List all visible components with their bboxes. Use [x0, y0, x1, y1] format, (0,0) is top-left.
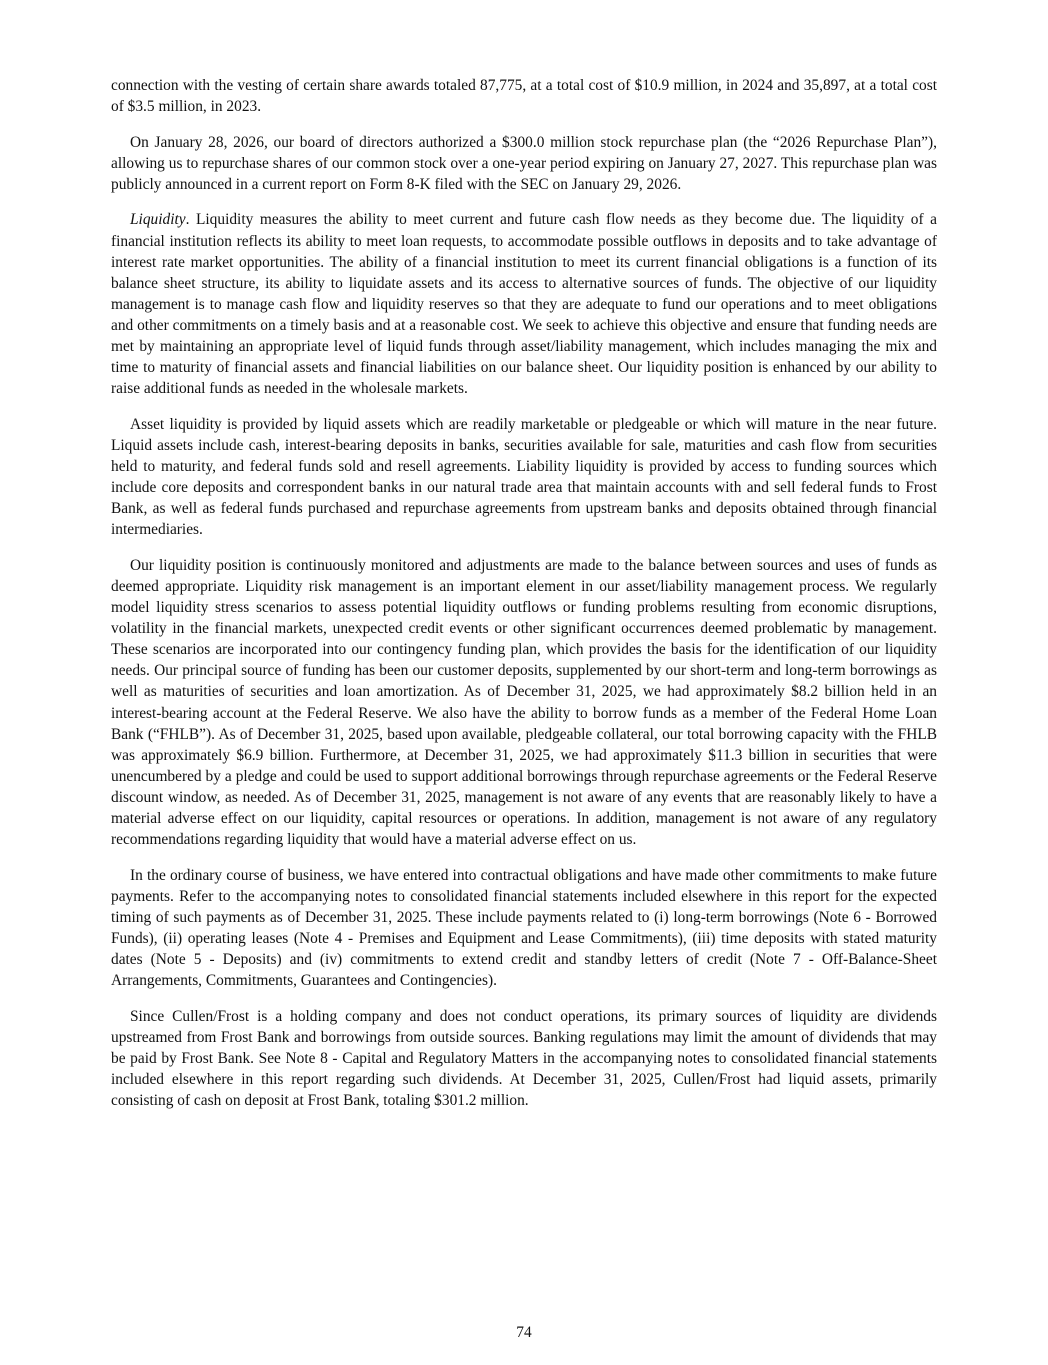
- paragraph-text: In the ordinary course of business, we have entered into contractual obligations and have made other commitments to make future payments. Refer to the accompanying notes to consolidated financial statements included elsewhere in this report for the expected timing of such payments as of December 31, 2025. These include payments related to (i) long-term borrowings (Note 6 - Borrowed Funds), (ii) operating leases (Note 4 - Premises and Equipment and Lease Commitments), (iii) time deposits with stated maturity dates (Note 5 - Deposits) and (iv) commitments to extend credit and standby letters of credit (Note 7 - Off-Balance-Sheet Arrangements, Commitments, Guarantees and Contingencies).: [111, 866, 937, 990]
- paragraph-liquidity: [111, 209, 937, 399]
- paragraph-asset-liquidity: [111, 414, 937, 541]
- paragraph-text: Our liquidity position is continuously monitored and adjustments are made to the balance between sources and uses of funds as deemed appropriate. Liquidity risk management is an important element in our asset/liability management process. We regularly model liquidity stress scenarios to assess potential liquidity outflows or funding problems resulting from economic disruptions, volatility in the financial markets, unexpected credit events or other significant occurrences deemed problematic by management. These scenarios are incorporated into our contingency funding plan, which provides the basis for the identification of our liquidity needs. Our principal source of funding has been our customer deposits, supplemented by our short-term and long-term borrowings as well as maturities of securities and loan amortization. As of December 31, 2025, we had approximately $8.2 billion held in an interest-bearing account at the Federal Reserve. We also have the ability to borrow funds as a member of the Federal Home Loan Bank (“FHLB”). As of December 31, 2025, based upon available, pledgeable collateral, our total borrowing capacity with the FHLB was approximately $6.9 billion. Furthermore, at December 31, 2025, we had approximately $11.3 billion in securities that were unencumbered by a pledge and could be used to support additional borrowings through repurchase agreements or the Federal Reserve discount window, as needed. As of December 31, 2025, management is not aware of any events that are reasonably likely to have a material adverse effect on our liquidity, capital resources or operations. In addition, management is not aware of any regulatory recommendations regarding liquidity that would have a material adverse effect on us.: [111, 556, 937, 849]
- paragraph-repurchase-plan: [111, 132, 937, 195]
- paragraph-text: Asset liquidity is provided by liquid assets which are readily marketable or pledgeable or which will mature in the near future. Liquid assets include cash, interest-bearing deposits in banks, securities available for sale, maturities and cash flow from securities held to maturity, and federal funds sold and resell agreements. Liability liquidity is provided by access to funding sources which include core deposits and correspondent banks in our natural trade area that maintain accounts with and sell federal funds to Frost Bank, as well as federal funds purchased and repurchase agreements from upstream banks and deposits obtained through financial intermediaries.: [111, 415, 937, 539]
- paragraph-share-awards: [111, 75, 937, 117]
- paragraph-text: Since Cullen/Frost is a holding company and does not conduct operations, its primary sources of liquidity are dividends upstreamed from Frost Bank and borrowings from outside sources. Banking regulations may limit the amount of dividends that may be paid by Frost Bank. See Note 8 - Capital and Regulatory Matters in the accompanying notes to consolidated financial statements included elsewhere in this report regarding such dividends. At December 31, 2025, Cullen/Frost had liquid assets, primarily consisting of cash on deposit at Frost Bank, totaling $301.2 million.: [111, 1007, 937, 1110]
- paragraph-contractual-obligations: [111, 865, 937, 992]
- document-body: [111, 75, 937, 1126]
- paragraph-holding-company: [111, 1006, 937, 1111]
- paragraph-lead-term: Liquidity: [130, 211, 186, 229]
- paragraph-text: On January 28, 2026, our board of directors authorized a $300.0 million stock repurchase plan (the “2026 Repurchase Plan”), allowing us to repurchase shares of our common stock over a one-year period expiring on January 27, 2027. This repurchase plan was publicly announced in a current report on Form 8-K filed with the SEC on January 29, 2026.: [111, 133, 937, 193]
- paragraph-liquidity-position: [111, 555, 937, 850]
- page-number: 74: [516, 1324, 532, 1341]
- paragraph-text: . Liquidity measures the ability to meet current and future cash flow needs as they become due. The liquidity of a financial institution reflects its ability to meet loan requests, to accommodate possible outflows in deposits and to take advantage of interest rate market opportunities. The ability of a financial institution to meet its current financial obligations is a function of its balance sheet structure, its ability to liquidate assets and its access to alternative sources of funds. The objective of our liquidity management is to manage cash flow and liquidity reserves so that they are adequate to fund our operations and to meet obligations and other commitments on a timely basis and at a reasonable cost. We seek to achieve this objective and ensure that funding needs are met by maintaining an appropriate level of liquid funds through asset/liability management, which includes managing the mix and time to maturity of financial assets and financial liabilities on our balance sheet. Our liquidity position is enhanced by our ability to raise additional funds as needed in the wholesale markets.: [111, 211, 937, 398]
- paragraph-text: connection with the vesting of certain share awards totaled 87,775, at a total cost of $10.9 million, in 2024 and 35,897, at a total cost of $3.5 million, in 2023.: [111, 77, 937, 116]
